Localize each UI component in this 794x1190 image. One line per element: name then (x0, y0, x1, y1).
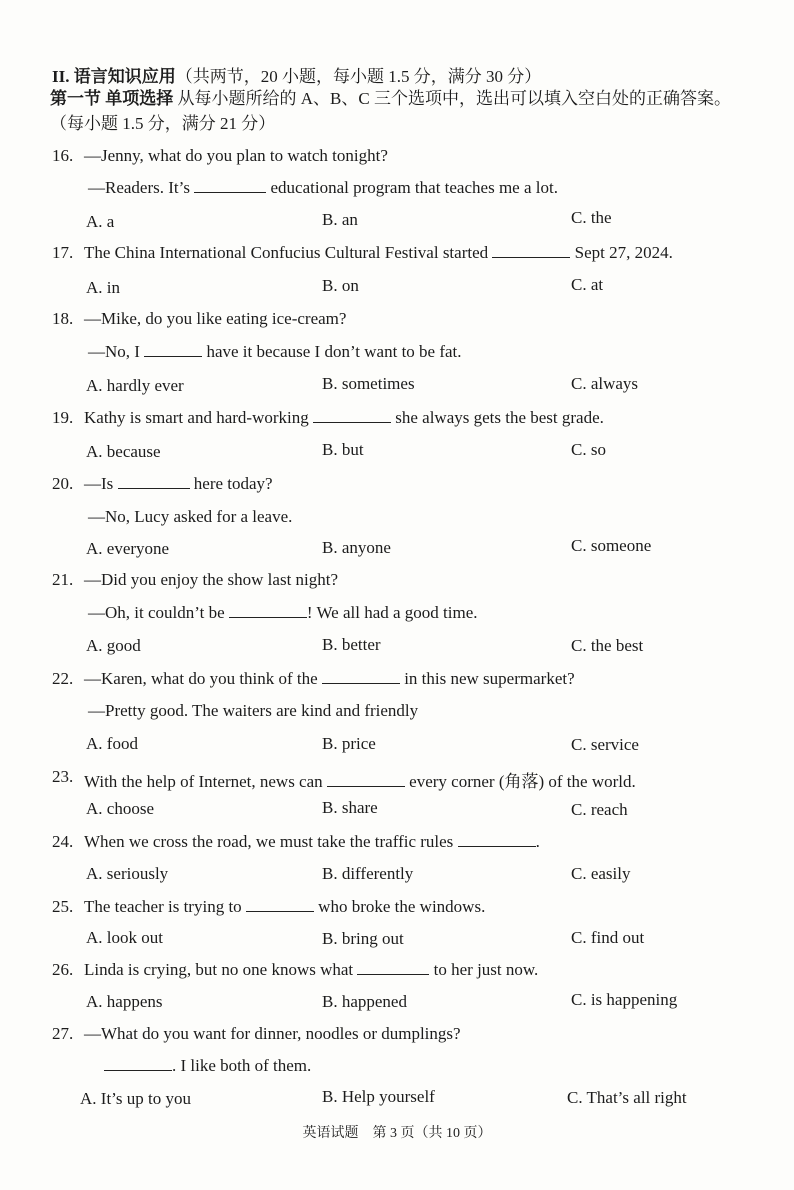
question-number: 19. (52, 408, 74, 427)
answer-blank (327, 772, 405, 787)
answer-blank (357, 960, 429, 975)
answer-blank (313, 408, 391, 423)
option-a: A. everyone (86, 539, 170, 558)
option-a: A. a (86, 212, 115, 231)
question-stem: —What do you want for dinner, noodles or dumplings? (84, 1024, 461, 1043)
question-stem-a: The teacher is trying to (84, 897, 246, 916)
reply-text-b: . I like both of them. (172, 1056, 312, 1075)
option-c: C. easily (571, 864, 631, 883)
option-b: B. on (322, 276, 359, 295)
option-a: A. choose (86, 799, 154, 818)
part-header (50, 86, 740, 136)
question-stem-b: . (535, 832, 540, 851)
question-stem-b: who broke the windows. (313, 897, 486, 916)
option-b: B. share (322, 798, 378, 817)
question-stem: —Mike, do you like eating ice-cream? (84, 309, 347, 328)
answer-blank (104, 1056, 172, 1071)
question-number: 20. (52, 474, 74, 493)
section-header (52, 62, 541, 87)
answer-blank (322, 669, 400, 684)
option-b: B. better (322, 635, 381, 654)
option-b: B. but (322, 440, 364, 459)
question-stem-a: When we cross the road, we must take the traffic rules (84, 832, 458, 851)
option-c: C. always (571, 374, 639, 393)
question-number: 22. (52, 669, 74, 688)
section-title: II. 语言知识应用 (52, 67, 176, 86)
reply-text: —No, Lucy asked for a leave. (88, 507, 293, 526)
option-c: C. so (571, 440, 606, 459)
option-a: A. hardly ever (86, 376, 184, 395)
question-stem-a: Linda is crying, but no one knows what (84, 960, 358, 979)
reply-text-a: —Oh, it couldn’t be (88, 603, 229, 622)
option-b: B. price (322, 734, 376, 753)
question-stem: —Jenny, what do you plan to watch tonight? (84, 146, 388, 165)
answer-blank (492, 243, 570, 258)
question-stem: —Did you enjoy the show last night? (84, 570, 339, 589)
answer-blank (246, 897, 314, 912)
option-c: C. service (571, 735, 639, 754)
option-c: C. find out (571, 928, 645, 947)
option-a: A. food (86, 734, 138, 753)
reply-text: —Pretty good. The waiters are kind and friendly (88, 701, 419, 720)
option-c: C. the best (571, 636, 644, 655)
question-number: 25. (52, 897, 74, 916)
reply-text-b: ! We all had a good time. (306, 603, 478, 622)
question-stem-a: —Is (84, 474, 118, 493)
option-c: C. That’s all right (567, 1088, 687, 1107)
question-number: 17. (52, 243, 74, 262)
question-stem-a: —Karen, what do you think of the (84, 669, 322, 688)
option-c: C. at (571, 275, 604, 294)
answer-blank (194, 178, 266, 193)
page-footer: 英语试题 第 3 页（共 10 页） (302, 1126, 492, 1141)
option-b: B. anyone (322, 538, 391, 557)
option-a: A. It’s up to you (80, 1089, 191, 1108)
option-b: B. happened (322, 992, 407, 1011)
reply-text-b: educational program that teaches me a lot. (266, 178, 558, 197)
question-stem-b: in this new supermarket? (399, 669, 575, 688)
option-b: B. Help yourself (322, 1087, 435, 1106)
option-a: A. seriously (86, 864, 169, 883)
answer-blank (229, 603, 307, 618)
question-stem-a: The China International Confucius Cultural Festival started (84, 243, 493, 262)
question-number: 16. (52, 146, 74, 165)
question-number: 21. (52, 570, 74, 589)
option-a: A. in (86, 278, 120, 297)
option-a: A. good (86, 636, 141, 655)
question-stem-b: to her just now. (429, 960, 539, 979)
option-b: B. sometimes (322, 374, 415, 393)
question-stem-a: Kathy is smart and hard-working (84, 408, 313, 427)
question-number: 26. (52, 960, 74, 979)
question-stem-b: every corner (角落) of the world. (404, 772, 636, 791)
option-a: A. happens (86, 992, 163, 1011)
question-number: 23. (52, 767, 74, 786)
option-a: A. because (86, 442, 161, 461)
reply-text-a: —Readers. It’s (88, 178, 195, 197)
option-c: C. the (571, 208, 612, 227)
option-c: C. is happening (571, 990, 678, 1009)
part-title: 第一节 单项选择 (50, 89, 174, 108)
reply-text-a: —No, I (88, 342, 145, 361)
option-b: B. differently (322, 864, 414, 883)
part-instructions: 从每小题所给的 A、B、C 三个选项中，选出可以填入空白处的正确答案。（每小题 1.5 分，满分 21 分） (50, 89, 731, 133)
option-b: B. an (322, 210, 358, 229)
question-stem-a: With the help of Internet, news can (84, 772, 327, 791)
option-c: C. reach (571, 800, 628, 819)
question-number: 18. (52, 309, 74, 328)
option-c: C. someone (571, 536, 652, 555)
answer-blank (144, 342, 202, 357)
answer-blank (118, 474, 190, 489)
reply-text-b: have it because I don’t want to be fat. (202, 342, 462, 361)
option-b: B. bring out (322, 929, 404, 948)
question-stem-b: Sept 27, 2024. (570, 243, 673, 262)
question-number: 24. (52, 832, 74, 851)
section-subtitle: （共两节，20 小题，每小题 1.5 分，满分 30 分） (175, 67, 542, 86)
question-stem-b: she always gets the best grade. (390, 408, 604, 427)
question-number: 27. (52, 1024, 74, 1043)
option-a: A. look out (86, 928, 163, 947)
answer-blank (458, 832, 536, 847)
question-stem-b: here today? (189, 474, 273, 493)
